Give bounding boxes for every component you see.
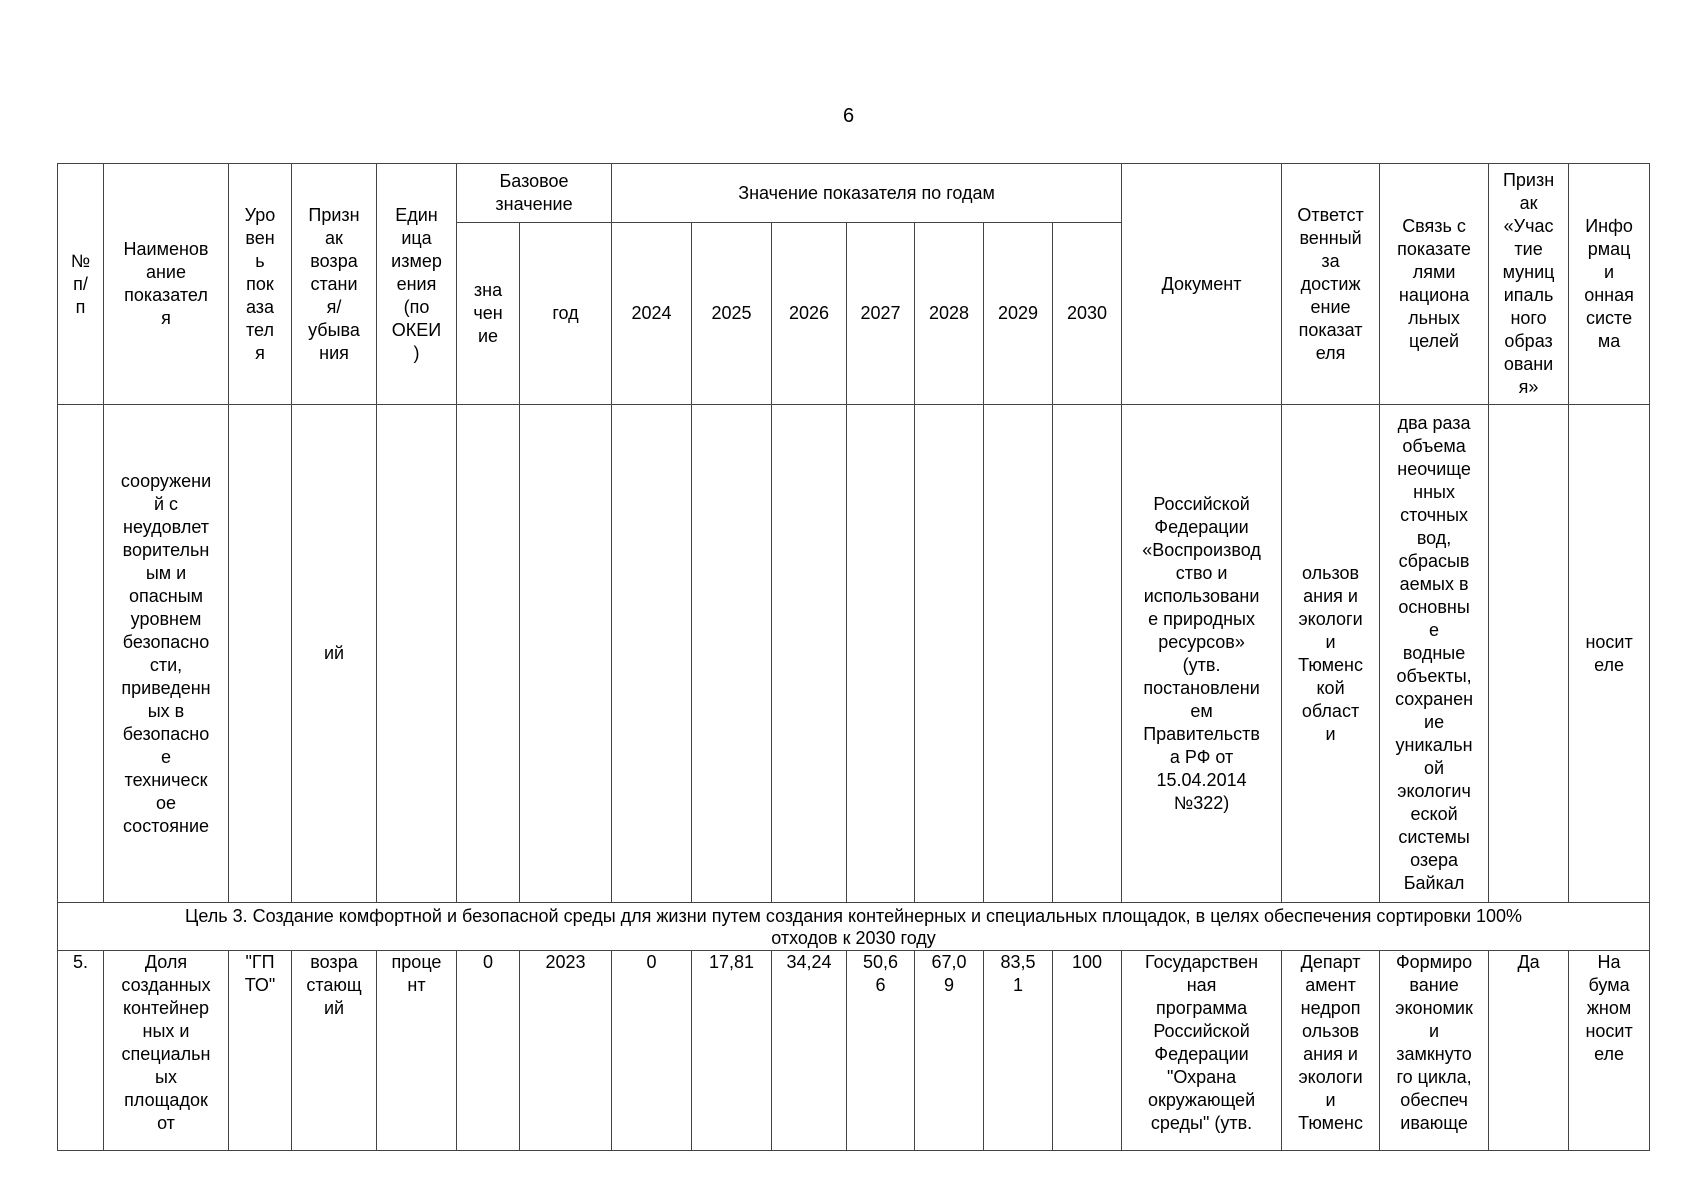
cell-name: Доля созданных контейнер ных и специальн ых площадок от [104,951,229,1151]
cell-empty [612,405,692,903]
cell-name: сооружени й с неудовлет ворительн ым и опасным уровнем безопасно сти, приведенн ых в безопасно е техническ ое состояние [104,405,229,903]
header-unit: Един ица измер ения (по ОКЕИ ) [377,164,457,405]
cell-year-value: 83,5 1 [984,951,1053,1151]
header-link: Связь с показате лями национа льных целей [1380,164,1489,405]
header-base: Базовое значение [457,164,612,223]
cell-empty [229,405,292,903]
cell-empty [847,405,915,903]
cell-responsible: Департ амент недроп ользов ания и экологи и Тюменс [1282,951,1380,1151]
cell-empty [457,405,520,903]
cell-unit: проце нт [377,951,457,1151]
cell-document: Государствен ная программа Российской Федерации "Охрана окружающей среды" (утв. [1122,951,1282,1151]
cell-link: Формиро вание экономик и замкнуто го цикла, обеспеч ивающе [1380,951,1489,1151]
header-base-year: год [520,223,612,405]
header-years-group: Значение показателя по годам [612,164,1122,223]
header-trend: Призн ак возра стани я/ убыва ния [292,164,377,405]
page-number: 6 [842,105,855,127]
header-num: № п/ п [58,164,104,405]
header-year: 2027 [847,223,915,405]
cell-empty [915,405,984,903]
header-responsible: Ответст венный за достиж ение показат еля [1282,164,1380,405]
continuation-row [58,405,1650,903]
cell-level: "ГП ТО" [229,951,292,1151]
cell-responsible: ользов ания и экологи и Тюменс кой област и [1282,405,1380,903]
cell-info-system: На бума жном носит еле [1569,951,1650,1151]
cell-base-year: 2023 [520,951,612,1151]
table-row [58,951,1650,1151]
header-year: 2029 [984,223,1053,405]
cell-year-value: 34,24 [772,951,847,1151]
indicators-table [57,163,1650,1151]
cell-trend: ий [292,405,377,903]
header-base-value: зна чен ие [457,223,520,405]
cell-year-value: 67,0 9 [915,951,984,1151]
header-level: Уро вен ь пок аза тел я [229,164,292,405]
cell-empty [1053,405,1122,903]
cell-empty [984,405,1053,903]
cell-year-value: 17,81 [692,951,772,1151]
cell-document: Российской Федерации «Воспроизвод ство и использовани е природных ресурсов» (утв. постановлени ем Правительств а РФ от 15.04.2014 №322) [1122,405,1282,903]
header-year: 2025 [692,223,772,405]
cell-base-value: 0 [457,951,520,1151]
cell-year-value: 50,6 6 [847,951,915,1151]
cell-empty [520,405,612,903]
cell-year-value: 0 [612,951,692,1151]
goal-text: Цель 3. Создание комфортной и безопасной среды для жизни путем создания контейнерных и специальных площадок, в целях обеспечения сортировки 100% отходов к 2030 году [58,903,1650,951]
header-year: 2024 [612,223,692,405]
cell-info-system: носит еле [1569,405,1650,903]
cell-empty [692,405,772,903]
header-year: 2030 [1053,223,1122,405]
cell-empty [1489,405,1569,903]
header-municipal: Призн ак «Учас тие муниц ипаль ного образ овани я» [1489,164,1569,405]
cell-empty [772,405,847,903]
cell-num: 5. [58,951,104,1151]
header-year: 2028 [915,223,984,405]
header-info-system: Инфо рмац и онная систе ма [1569,164,1650,405]
cell-link: два раза объема неочище нных сточных вод, сбрасыв aемых в основны е водные объекты, сохранен ие уникальн ой экологич еской системы озера Байкал [1380,405,1489,903]
header-row-1 [58,164,1650,223]
goal-row [58,903,1650,951]
header-year: 2026 [772,223,847,405]
header-document: Документ [1122,164,1282,405]
cell-empty [377,405,457,903]
header-name: Наименов ание показател я [104,164,229,405]
cell-year-value: 100 [1053,951,1122,1151]
cell-municipal: Да [1489,951,1569,1151]
cell-trend: возра стающ ий [292,951,377,1151]
cell-empty [58,405,104,903]
